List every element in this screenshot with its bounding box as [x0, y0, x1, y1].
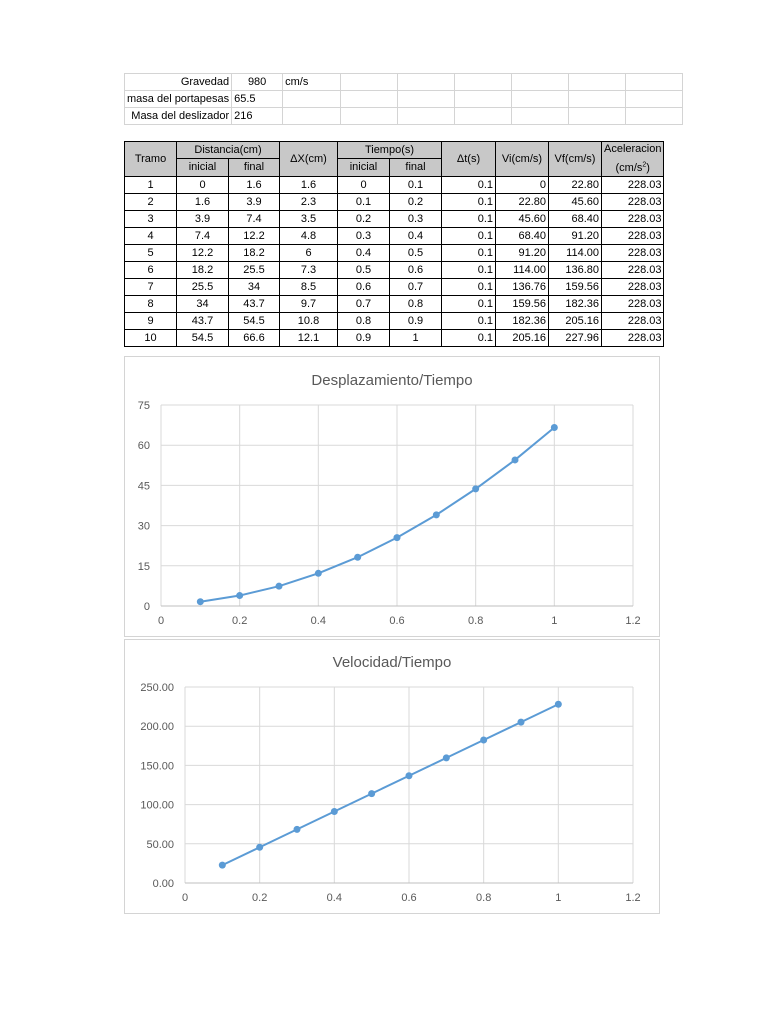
param-value[interactable]: 216	[232, 108, 283, 125]
cell-dist-inicial[interactable]: 25.5	[177, 278, 229, 295]
cell-dist-inicial[interactable]: 18.2	[177, 261, 229, 278]
cell-t-final[interactable]: 1	[390, 329, 442, 346]
y-tick-label: 250.00	[140, 682, 174, 694]
param-unit[interactable]	[283, 108, 341, 125]
cell-dist-inicial[interactable]: 7.4	[177, 227, 229, 244]
x-tick-label: 0.6	[401, 892, 417, 904]
cell-vi[interactable]: 114.00	[496, 261, 549, 278]
data-point	[480, 737, 487, 744]
cell-tramo[interactable]: 8	[125, 295, 177, 312]
data-point	[518, 719, 525, 726]
header-aceleracion[interactable]	[602, 142, 664, 177]
param-row-portapesas	[125, 91, 683, 108]
header-tramo[interactable]: Tramo	[125, 142, 177, 177]
cell-t-inicial[interactable]: 0.9	[338, 329, 390, 346]
param-label[interactable]: masa del portapesas	[125, 91, 232, 108]
table-row	[125, 244, 664, 261]
cell-t-inicial[interactable]: 0.2	[338, 210, 390, 227]
table-row	[125, 176, 664, 193]
data-point	[394, 534, 401, 541]
header-dx[interactable]: ΔX(cm)	[280, 142, 338, 177]
table-row	[125, 295, 664, 312]
cell-t-inicial[interactable]: 0	[338, 176, 390, 193]
cell-tramo[interactable]: 2	[125, 193, 177, 210]
data-point	[236, 592, 243, 599]
cell-vf[interactable]: 227.96	[549, 329, 602, 346]
cell-aceleracion[interactable]: 228.03	[602, 244, 664, 261]
cell-dt[interactable]: 0.1	[442, 176, 496, 193]
chart-velocidad-svg	[125, 640, 659, 913]
cell-tramo[interactable]: 7	[125, 278, 177, 295]
cell-dt[interactable]: 0.1	[442, 312, 496, 329]
cell-vi[interactable]: 136.76	[496, 278, 549, 295]
cell-dist-inicial[interactable]: 12.2	[177, 244, 229, 261]
y-tick-label: 0	[143, 601, 150, 613]
param-label[interactable]: Gravedad	[125, 74, 232, 91]
data-point	[331, 808, 338, 815]
cell-vf[interactable]: 136.80	[549, 261, 602, 278]
cell-dist-final[interactable]: 3.9	[229, 193, 280, 210]
data-point	[219, 862, 226, 869]
x-tick-label: 1.2	[625, 615, 641, 627]
empty-cell[interactable]	[512, 91, 569, 108]
cell-dx[interactable]: 7.3	[280, 261, 338, 278]
cell-aceleracion[interactable]: 228.03	[602, 210, 664, 227]
x-tick-label: 1	[555, 892, 562, 904]
data-point	[406, 772, 413, 779]
empty-cell[interactable]	[341, 91, 398, 108]
empty-cell[interactable]	[569, 74, 626, 91]
param-row-deslizador	[125, 108, 683, 125]
data-point	[294, 826, 301, 833]
cell-dist-inicial[interactable]: 34	[177, 295, 229, 312]
x-tick-label: 0.2	[232, 615, 248, 627]
cell-t-final[interactable]: 0.1	[390, 176, 442, 193]
chart-title: Desplazamiento/Tiempo	[311, 372, 473, 389]
cell-tramo[interactable]: 5	[125, 244, 177, 261]
table-row	[125, 261, 664, 278]
cell-dt[interactable]: 0.1	[442, 193, 496, 210]
cell-tramo[interactable]: 9	[125, 312, 177, 329]
cell-vi[interactable]: 45.60	[496, 210, 549, 227]
series-line	[222, 704, 558, 865]
cell-dt[interactable]: 0.1	[442, 295, 496, 312]
x-tick-label: 0	[157, 615, 165, 627]
header-dist-final[interactable]: final	[229, 159, 280, 176]
cell-dist-inicial[interactable]: 1.6	[177, 193, 229, 210]
cell-tramo[interactable]: 1	[125, 176, 177, 193]
cell-dt[interactable]: 0.1	[442, 244, 496, 261]
empty-cell[interactable]	[569, 108, 626, 125]
cell-dist-final[interactable]: 25.5	[229, 261, 280, 278]
empty-cell[interactable]	[626, 108, 683, 125]
cell-t-final[interactable]: 0.4	[390, 227, 442, 244]
cell-dx[interactable]: 8.5	[280, 278, 338, 295]
aceleracion-unit: $(cm/s^2)$	[615, 161, 650, 174]
empty-cell[interactable]	[512, 108, 569, 125]
cell-dist-final[interactable]: 43.7	[229, 295, 280, 312]
y-tick-label: 15	[137, 560, 150, 573]
empty-cell[interactable]	[341, 74, 398, 91]
y-tick-label: 30	[137, 520, 150, 533]
empty-cell[interactable]	[341, 108, 398, 125]
empty-cell[interactable]	[398, 91, 455, 108]
chart-desplazamiento-svg	[125, 357, 659, 636]
y-tick-label: 200.00	[140, 721, 174, 734]
cell-dt[interactable]: 0.1	[442, 227, 496, 244]
cell-vi[interactable]: 68.40	[496, 227, 549, 244]
cell-t-inicial[interactable]: 0.7	[338, 295, 390, 312]
param-row-gravedad	[125, 74, 683, 91]
cell-vf[interactable]: 205.16	[549, 312, 602, 329]
cell-dx[interactable]: 6	[280, 244, 338, 261]
parameters-table	[124, 73, 683, 125]
cell-dist-final[interactable]: 34	[229, 278, 280, 295]
empty-cell[interactable]	[398, 74, 455, 91]
cell-vi[interactable]: 205.16	[496, 329, 549, 346]
table-row	[125, 210, 664, 227]
data-point	[512, 456, 519, 463]
x-tick-label: 1.2	[625, 892, 641, 904]
header-dt[interactable]: Δt(s)	[442, 142, 496, 177]
cell-t-final[interactable]: 0.6	[390, 261, 442, 278]
cell-vf[interactable]: 45.60	[549, 193, 602, 210]
cell-tramo[interactable]: 3	[125, 210, 177, 227]
cell-dx[interactable]: 2.3	[280, 193, 338, 210]
cell-dist-inicial[interactable]: 0	[177, 176, 229, 193]
param-value[interactable]: 980	[232, 74, 283, 91]
y-tick-label: 150.00	[140, 760, 174, 773]
data-point	[197, 598, 204, 605]
y-tick-label: 50.00	[146, 838, 174, 851]
cell-t-final[interactable]: 0.2	[390, 193, 442, 210]
empty-cell[interactable]	[626, 91, 683, 108]
data-point	[472, 485, 479, 492]
cell-t-inicial[interactable]: 0.8	[338, 312, 390, 329]
cell-dist-inicial[interactable]: 3.9	[177, 210, 229, 227]
cell-dt[interactable]: 0.1	[442, 329, 496, 346]
data-point	[256, 844, 263, 851]
cell-vf[interactable]: 68.40	[549, 210, 602, 227]
y-tick-label: 100.00	[140, 799, 174, 812]
cell-aceleracion[interactable]: 228.03	[602, 278, 664, 295]
cell-dx[interactable]: 9.7	[280, 295, 338, 312]
empty-cell[interactable]	[455, 74, 512, 91]
data-point	[276, 583, 283, 590]
cell-dx[interactable]: 12.1	[280, 329, 338, 346]
cell-t-final[interactable]: 0.3	[390, 210, 442, 227]
cell-tramo[interactable]: 6	[125, 261, 177, 278]
cell-t-inicial[interactable]: 0.5	[338, 261, 390, 278]
cell-dt[interactable]: 0.1	[442, 210, 496, 227]
cell-aceleracion[interactable]: 228.03	[602, 193, 664, 210]
x-tick-label: 0.8	[468, 615, 484, 627]
cell-vi[interactable]: 0	[496, 176, 549, 193]
param-value[interactable]: 65.5	[232, 91, 283, 108]
cell-dt[interactable]: 0.1	[442, 261, 496, 278]
cell-dist-inicial[interactable]: 43.7	[177, 312, 229, 329]
data-point	[315, 570, 322, 577]
cell-dist-final[interactable]: 66.6	[229, 329, 280, 346]
empty-cell[interactable]	[569, 91, 626, 108]
cell-dx[interactable]: 4.8	[280, 227, 338, 244]
cell-vf[interactable]: 114.00	[549, 244, 602, 261]
y-tick-label: 0.00	[152, 878, 174, 890]
param-label[interactable]: Masa del deslizador	[125, 108, 232, 125]
aceleracion-label: Aceleracion	[604, 143, 662, 155]
header-vi[interactable]: Vi(cm/s)	[496, 142, 549, 177]
cell-dist-final[interactable]: 12.2	[229, 227, 280, 244]
cell-vf[interactable]: 159.56	[549, 278, 602, 295]
cell-vi[interactable]: 22.80	[496, 193, 549, 210]
cell-dist-final[interactable]: 1.6	[229, 176, 280, 193]
empty-cell[interactable]	[455, 108, 512, 125]
data-point	[551, 424, 558, 431]
cell-vi[interactable]: 182.36	[496, 312, 549, 329]
x-tick-label: 1	[551, 615, 558, 627]
cell-vi[interactable]: 91.20	[496, 244, 549, 261]
cell-t-inicial[interactable]: 0.6	[338, 278, 390, 295]
cell-tramo[interactable]: 10	[125, 329, 177, 346]
data-point	[443, 754, 450, 761]
table-row	[125, 227, 664, 244]
cell-aceleracion[interactable]: 228.03	[602, 176, 664, 193]
header-tiempo-inicial[interactable]: inicial	[338, 159, 390, 176]
x-tick-label: 0.4	[310, 615, 326, 627]
empty-cell[interactable]	[398, 108, 455, 125]
empty-cell[interactable]	[626, 74, 683, 91]
cell-t-final[interactable]: 0.8	[390, 295, 442, 312]
header-tiempo[interactable]: Tiempo(s)	[338, 142, 442, 159]
cell-t-final[interactable]: 0.9	[390, 312, 442, 329]
cell-vf[interactable]: 22.80	[549, 176, 602, 193]
table-row	[125, 329, 664, 346]
cell-t-final[interactable]: 0.5	[390, 244, 442, 261]
header-tiempo-final[interactable]: final	[390, 159, 442, 176]
cell-aceleracion[interactable]: 228.03	[602, 295, 664, 312]
data-point	[433, 511, 440, 518]
cell-t-inicial[interactable]: 0.3	[338, 227, 390, 244]
cell-tramo[interactable]: 4	[125, 227, 177, 244]
data-point	[555, 701, 562, 708]
cell-dist-final[interactable]: 7.4	[229, 210, 280, 227]
chart-velocidad-tiempo	[124, 639, 660, 914]
cell-vf[interactable]: 91.20	[549, 227, 602, 244]
cell-dist-inicial[interactable]: 54.5	[177, 329, 229, 346]
x-tick-label: 0.4	[326, 892, 342, 904]
header-row	[125, 142, 664, 159]
chart-desplazamiento-tiempo	[124, 356, 660, 637]
cell-aceleracion[interactable]: 228.03	[602, 312, 664, 329]
cell-dx[interactable]: 10.8	[280, 312, 338, 329]
y-tick-label: 45	[137, 480, 150, 493]
x-tick-label: 0.2	[252, 892, 268, 904]
chart-title: Velocidad/Tiempo	[332, 654, 452, 671]
cell-vi[interactable]: 159.56	[496, 295, 549, 312]
cell-dx[interactable]: 1.6	[280, 176, 338, 193]
series-line	[200, 428, 554, 602]
table-row	[125, 278, 664, 295]
data-point	[354, 554, 361, 561]
cell-dt[interactable]: 0.1	[442, 278, 496, 295]
cell-dist-final[interactable]: 18.2	[229, 244, 280, 261]
param-unit[interactable]	[283, 91, 341, 108]
cell-t-final[interactable]: 0.7	[390, 278, 442, 295]
param-unit[interactable]: cm/s	[283, 74, 341, 91]
x-tick-label: 0.6	[389, 615, 405, 627]
cell-dist-final[interactable]: 54.5	[229, 312, 280, 329]
cell-aceleracion[interactable]: 228.03	[602, 227, 664, 244]
cell-aceleracion[interactable]: 228.03	[602, 261, 664, 278]
data-point	[368, 790, 375, 797]
cell-dx[interactable]: 3.5	[280, 210, 338, 227]
header-vf[interactable]: Vf(cm/s)	[549, 142, 602, 177]
cell-t-inicial[interactable]: 0.1	[338, 193, 390, 210]
header-distancia[interactable]: Distancia(cm)	[177, 142, 280, 159]
table-row	[125, 193, 664, 210]
header-dist-inicial[interactable]: inicial	[177, 159, 229, 176]
cell-t-inicial[interactable]: 0.4	[338, 244, 390, 261]
data-table-body	[125, 176, 664, 346]
y-tick-label: 60	[137, 440, 150, 453]
empty-cell[interactable]	[455, 91, 512, 108]
y-tick-label: 75	[137, 400, 150, 412]
empty-cell[interactable]	[512, 74, 569, 91]
x-tick-label: 0	[181, 892, 189, 904]
cell-aceleracion[interactable]: 228.03	[602, 329, 664, 346]
x-tick-label: 0.8	[476, 892, 492, 904]
table-row	[125, 312, 664, 329]
data-table	[124, 141, 664, 347]
cell-vf[interactable]: 182.36	[549, 295, 602, 312]
